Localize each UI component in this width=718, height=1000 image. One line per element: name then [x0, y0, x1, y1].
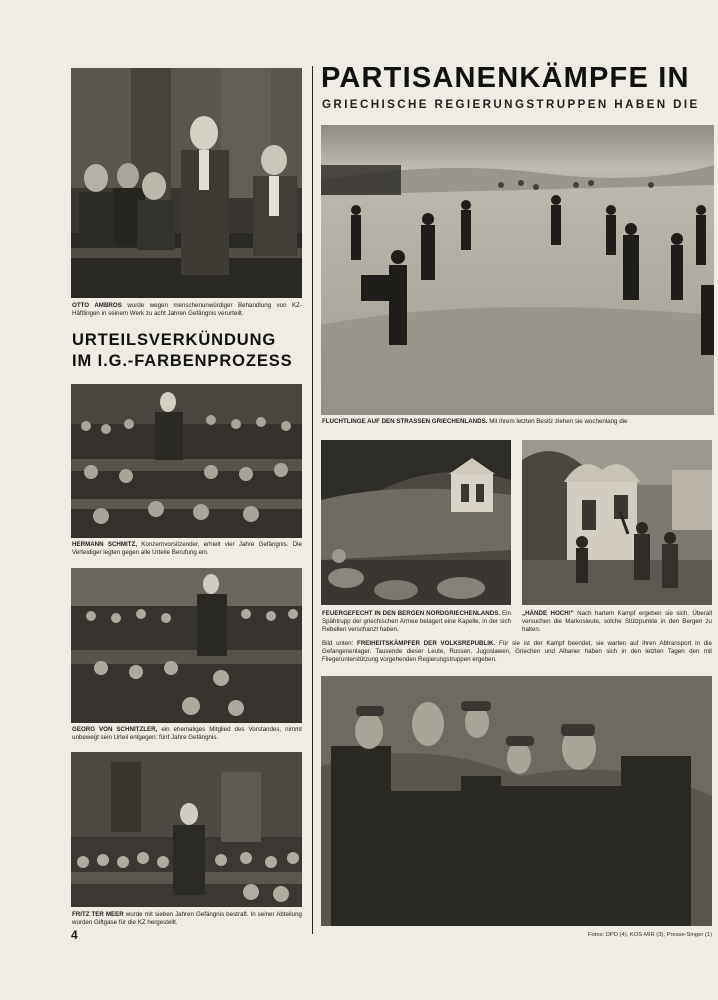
photo-fritz-ter-meer — [71, 752, 302, 907]
photo-mountain-battle — [321, 440, 511, 605]
caption-text: ein ehemaliges Mitglied des Vorstandes, nimmt unbewegt sein Urteil entgegen: fünf Jahre Gefängnis. — [72, 726, 302, 741]
caption-name: GEORG VON SCHNITZLER, — [72, 726, 158, 733]
caption-name: „HÄNDE HOCH!" — [522, 610, 574, 617]
caption-name: HERMANN SCHMITZ, — [72, 541, 138, 548]
caption-fritz-ter-meer — [72, 911, 302, 927]
caption-name: OTTO AMBROS — [72, 302, 122, 309]
caption-freedom-fighters — [322, 640, 712, 664]
caption-hands-up — [522, 610, 712, 634]
left-headline-line1: URTEILSVERKÜNDUNG — [72, 331, 277, 349]
caption-text: wurde wegen menschenunwürdiger Behandlung von KZ-Häftlingen in seinem Werk zu acht Jahren Gefängnis verurteilt. — [72, 302, 302, 317]
caption-text: Für sie ist der Kampf beendet, sie warten auf ihren Abtransport in die Gefangenenlager. Tausende dieser Leute, Russen, Jugoslawen, Griechen und Albaner haben sich in den letzten Tagen den mit Fliegerunterstützung vorgehenden Regierungstruppen ergeben. — [322, 640, 712, 663]
photo-refugees — [321, 125, 714, 415]
page-number: 4 — [71, 928, 78, 942]
caption-text: Konzernvorsitzender, erhielt vier Jahre Gefängnis. Die Verteidiger legten gegen alle Urteile Berufung ein. — [72, 541, 302, 556]
main-headline: PARTISANENKÄMPFE IN — [321, 62, 690, 94]
caption-otto-ambros — [72, 302, 302, 318]
photo-georg-von-schnitzler — [71, 568, 302, 723]
caption-name: FEUERGEFECHT IN DEN BERGEN NORDGRIECHENLANDS. — [322, 610, 501, 617]
caption-mountain-battle — [322, 610, 511, 634]
photo-hands-up — [522, 440, 712, 605]
caption-refugees — [322, 418, 714, 426]
photo-hermann-schmitz — [71, 384, 302, 538]
caption-text: Ein Spähtrupp der griechischen Armee belagert eine Kapelle, in der sich Rebellen verschanzt haben. — [322, 610, 511, 633]
caption-name: FRITZ TER MEER — [72, 911, 124, 918]
photo-credits: Fotos: DPD (4), KOS-MIR (3), Presse-Singer (1) — [587, 932, 712, 938]
caption-hermann-schmitz — [72, 541, 302, 557]
left-headline — [72, 330, 304, 372]
caption-name: FLÜCHTLINGE AUF DEN STRASSEN GRIECHENLANDS. — [322, 418, 488, 425]
caption-prefix: Bild unten: — [322, 640, 358, 647]
caption-text: Mit ihrem letzten Besitz ziehen sie wochenlang die — [487, 418, 628, 425]
photo-otto-ambros — [71, 68, 302, 298]
caption-text: Nach hartem Kampf ergeben sie sich. Überall versuchen die Markosleute, solche Stützpunkte in den Bergen zu halten. — [522, 610, 712, 633]
photo-freedom-fighters — [321, 676, 712, 926]
sub-headline: GRIECHISCHE REGIERUNGSTRUPPEN HABEN DIE — [322, 98, 700, 111]
caption-georg-von-schnitzler — [72, 726, 302, 742]
caption-name: FREIHEITSKÄMPFER DER VOLKSREPUBLIK. — [357, 640, 496, 647]
column-divider — [312, 66, 313, 934]
caption-text: wurde mit sieben Jahren Gefängnis bestraft. In seiner Abteilung wurden Giftgase für die KZ hergestellt. — [72, 911, 302, 926]
left-headline-line2: IM I.G.-FARBENPROZESS — [72, 352, 293, 370]
